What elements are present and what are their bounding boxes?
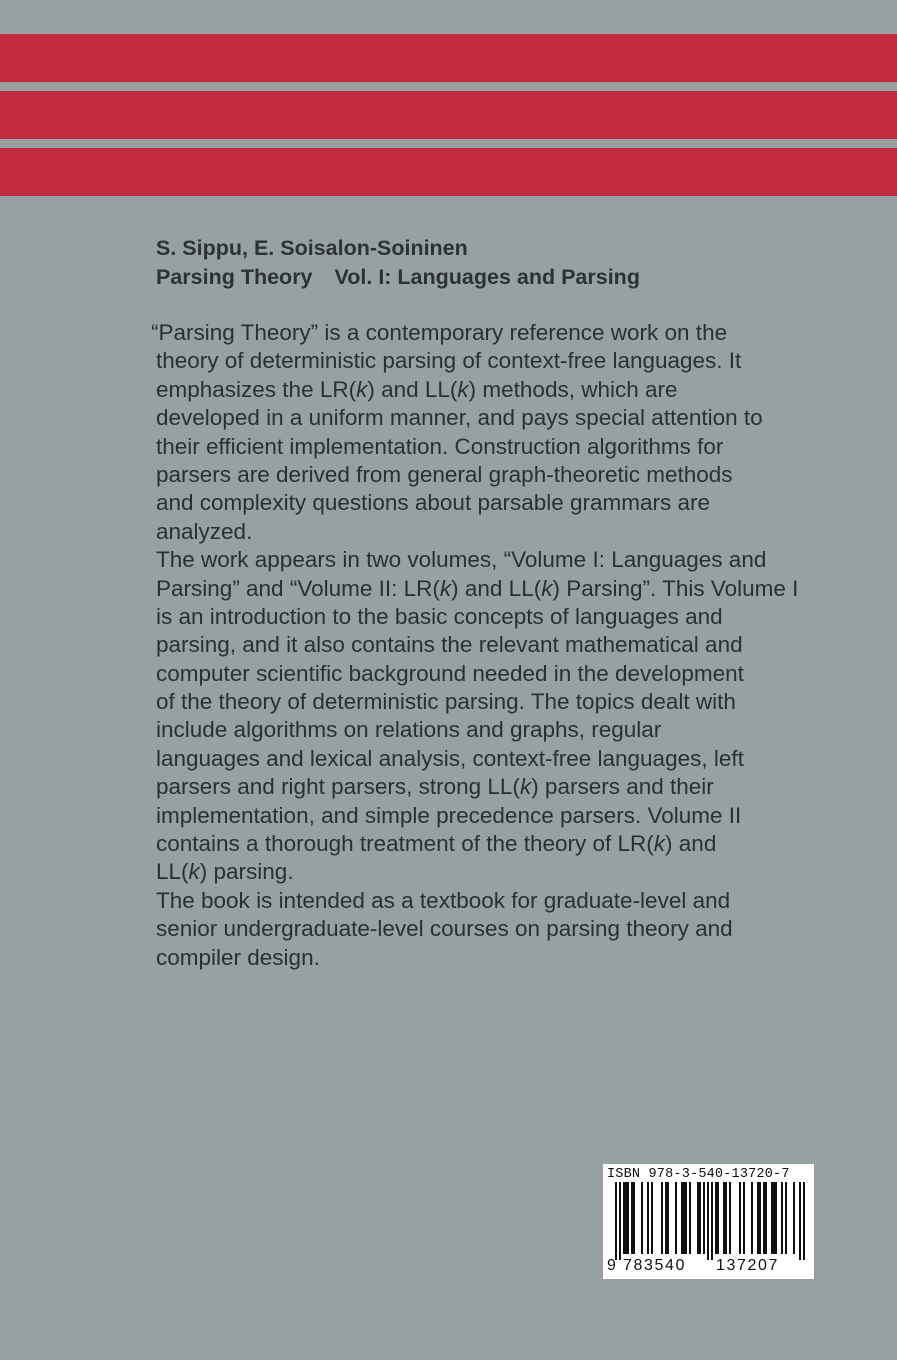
description-line bbox=[156, 376, 856, 404]
barcode-bar bbox=[775, 1182, 777, 1254]
text-run: computer scientific background needed in the development bbox=[156, 660, 744, 686]
title-line bbox=[156, 263, 856, 292]
description-line bbox=[156, 575, 856, 603]
barcode-bar bbox=[699, 1182, 701, 1254]
description-line bbox=[156, 688, 856, 716]
barcode-bar bbox=[729, 1182, 731, 1254]
text-run: parsing, and it also contains the relevant mathematical and bbox=[156, 632, 743, 658]
italic-variable: k bbox=[541, 575, 553, 601]
description-line bbox=[156, 745, 856, 773]
barcode-bar bbox=[683, 1182, 685, 1254]
text-run: and complexity questions about parsable grammars are bbox=[156, 490, 711, 516]
barcode-bar bbox=[661, 1182, 663, 1254]
text-run: compiler design. bbox=[156, 944, 320, 970]
text-run: include algorithms on relations and graphs, regular bbox=[156, 717, 662, 743]
barcode-guard-bar bbox=[799, 1182, 801, 1260]
barcode-bar bbox=[743, 1182, 745, 1254]
red-stripe-middle bbox=[0, 91, 897, 139]
barcode-bar bbox=[697, 1182, 699, 1254]
barcode-bar bbox=[757, 1182, 759, 1254]
text-run: analyzed. bbox=[156, 518, 253, 544]
text-run: LL( bbox=[156, 859, 189, 885]
barcode-bar bbox=[689, 1182, 691, 1254]
text-run: “Parsing Theory” is a contemporary reference work on the bbox=[151, 320, 728, 345]
italic-variable: k bbox=[653, 831, 666, 857]
barcode-bar bbox=[623, 1182, 625, 1254]
text-run: Parsing” and “Volume II: LR( bbox=[156, 575, 440, 601]
description-line bbox=[156, 802, 856, 830]
barcode-bar bbox=[641, 1182, 643, 1254]
text-run: their efficient implementation. Construction algorithms for bbox=[156, 433, 724, 459]
text-run: ) and bbox=[665, 831, 717, 857]
isbn-label: ISBN 978-3-540-13720-7 bbox=[607, 1167, 790, 1182]
barcode-guard-bar bbox=[707, 1182, 709, 1260]
description-line bbox=[156, 631, 856, 659]
italic-variable: k bbox=[519, 774, 532, 800]
description-line bbox=[156, 887, 856, 915]
barcode-bar bbox=[771, 1182, 773, 1254]
ean-left-digits: 783540 bbox=[623, 1257, 686, 1274]
barcode-bar bbox=[675, 1182, 677, 1254]
barcode-bar bbox=[681, 1182, 683, 1254]
text-run: The book is intended as a textbook for graduate-level and bbox=[156, 887, 731, 913]
barcode-bar bbox=[759, 1182, 761, 1254]
barcode-bar bbox=[633, 1182, 635, 1254]
text-run: emphasizes the LR( bbox=[156, 376, 357, 402]
barcode-bar bbox=[793, 1182, 795, 1254]
description-line bbox=[156, 489, 856, 517]
description-line bbox=[156, 404, 856, 432]
barcode-bar bbox=[773, 1182, 775, 1254]
barcode-bar bbox=[715, 1182, 717, 1254]
description-line bbox=[156, 518, 856, 546]
red-stripe-bottom bbox=[0, 148, 897, 196]
authors: S. Sippu, E. Soisalon-Soininen bbox=[156, 236, 468, 260]
barcode-bar bbox=[667, 1182, 669, 1254]
italic-variable: k bbox=[439, 575, 452, 601]
barcode-bar bbox=[625, 1182, 627, 1254]
description-line bbox=[156, 660, 856, 688]
italic-variable: k bbox=[356, 376, 368, 402]
barcode-bar bbox=[765, 1182, 767, 1254]
book-description bbox=[151, 319, 856, 972]
isbn-barcode bbox=[603, 1164, 814, 1279]
description-line bbox=[156, 347, 856, 375]
barcode-guard-bar bbox=[619, 1182, 621, 1260]
text-run: developed in a uniform manner, and pays special attention to bbox=[156, 405, 763, 431]
text-run: ) Parsing”. This Volume I bbox=[552, 575, 799, 601]
barcode-bar bbox=[725, 1182, 727, 1254]
barcode-bar bbox=[723, 1182, 725, 1254]
barcode-bar bbox=[763, 1182, 765, 1254]
barcode-bar bbox=[685, 1182, 687, 1254]
barcode-bar bbox=[739, 1182, 741, 1254]
text-run: ) parsing. bbox=[199, 859, 294, 885]
ean-first-digit: 9 bbox=[607, 1257, 618, 1274]
description-line bbox=[151, 319, 856, 347]
description-line bbox=[156, 830, 856, 858]
italic-variable: k bbox=[188, 859, 200, 885]
red-stripe-top bbox=[0, 34, 897, 82]
description-line bbox=[156, 603, 856, 631]
description-line bbox=[156, 915, 856, 943]
text-run: is an introduction to the basic concepts of languages and bbox=[156, 603, 723, 629]
barcode-bar bbox=[627, 1182, 629, 1254]
description-line bbox=[156, 773, 856, 801]
barcode-guard-bar bbox=[711, 1182, 713, 1260]
barcode-guard-bar bbox=[803, 1182, 805, 1260]
barcode-bar bbox=[751, 1182, 753, 1254]
barcode-bar bbox=[781, 1182, 783, 1254]
description-line bbox=[156, 944, 856, 972]
barcode-bar bbox=[665, 1182, 667, 1254]
barcode-guard-bar bbox=[615, 1182, 617, 1260]
description-line bbox=[156, 433, 856, 461]
description-line bbox=[156, 716, 856, 744]
barcode-bars bbox=[603, 1182, 814, 1260]
text-run: parsers and right parsers, strong LL( bbox=[156, 774, 520, 800]
text-run: theory of deterministic parsing of context-free languages. It bbox=[156, 348, 742, 374]
text-run: parsers are derived from general graph-theoretic methods bbox=[156, 461, 733, 487]
volume-title: Vol. I: Languages and Parsing bbox=[334, 265, 640, 289]
barcode-bar bbox=[703, 1182, 705, 1254]
barcode-bar bbox=[717, 1182, 719, 1254]
text-run: senior undergraduate-level courses on parsing theory and bbox=[156, 916, 733, 942]
barcode-bar bbox=[647, 1182, 649, 1254]
text-run: ) and LL( bbox=[451, 575, 542, 601]
description-line bbox=[156, 546, 856, 574]
text-run: ) and LL( bbox=[367, 376, 458, 402]
text-run: ) methods, which are bbox=[468, 376, 678, 402]
book-title: Parsing Theory bbox=[156, 265, 313, 289]
text-run: ) parsers and their bbox=[531, 774, 714, 800]
text-run: contains a thorough treatment of the theory of LR( bbox=[156, 831, 654, 857]
ean-right-digits: 137207 bbox=[716, 1257, 779, 1274]
description-line bbox=[156, 858, 856, 886]
barcode-bar bbox=[631, 1182, 633, 1254]
text-run: of the theory of deterministic parsing. The topics dealt with bbox=[156, 689, 736, 715]
text-run: implementation, and simple precedence parsers. Volume II bbox=[156, 802, 742, 828]
text-run: languages and lexical analysis, context-free languages, left bbox=[156, 745, 744, 771]
italic-variable: k bbox=[457, 376, 469, 402]
barcode-bar bbox=[785, 1182, 787, 1254]
text-run: The work appears in two volumes, “Volume I: Languages and bbox=[156, 547, 767, 573]
book-header bbox=[156, 234, 856, 292]
barcode-bar bbox=[651, 1182, 653, 1254]
description-line bbox=[156, 461, 856, 489]
